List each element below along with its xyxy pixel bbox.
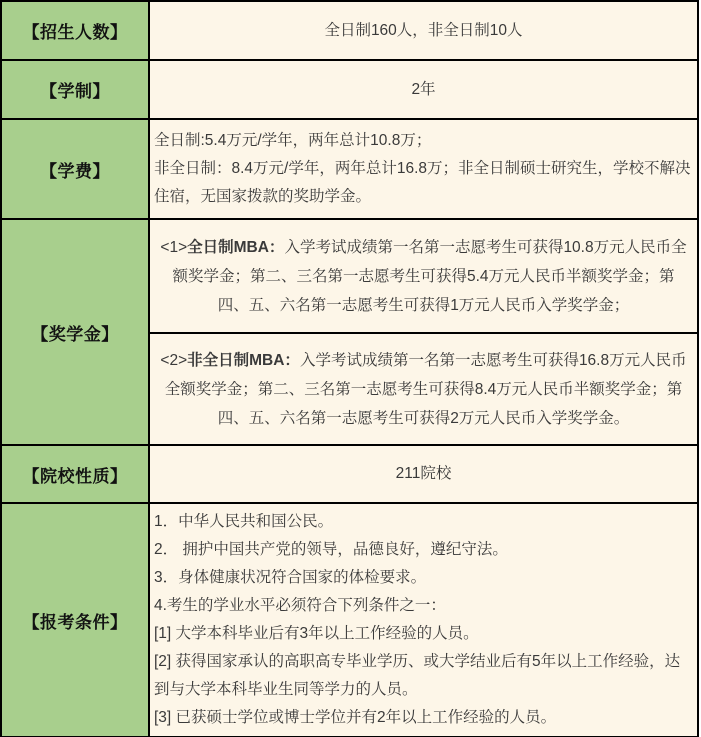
- table-row-enrollment: [1, 1, 698, 60]
- requirement-item: [2] 获得国家承认的高职高专毕业学历、或大学结业后有5年以上工作经验，达到与大学本科毕业生同等学力的人员。: [154, 653, 681, 698]
- requirement-item: [3] 已获硕士学位或博士学位并有2年以上工作经验的人员。: [154, 709, 557, 726]
- requirement-item: 3．身体健康状况符合国家的体检要求。: [154, 569, 427, 586]
- scholarship-parttime-value: [149, 333, 698, 445]
- scholarship-parttime-text: [157, 346, 690, 433]
- table-row-requirements: [1, 503, 698, 737]
- school-type-label: 【院校性质】: [1, 445, 149, 503]
- requirement-item: [1] 大学本科毕业后有3年以上工作经验的人员。: [154, 625, 479, 642]
- school-type-value: 211院校: [149, 445, 698, 503]
- tuition-line-fulltime: 全日制:5.4万元/学年，两年总计10.8万；: [154, 132, 432, 149]
- tuition-label: 【学费】: [1, 119, 149, 219]
- tuition-value: [149, 119, 698, 219]
- requirement-item: 4.考生的学业水平必须符合下列条件之一：: [154, 597, 446, 614]
- table-row-scholarship-fulltime: [1, 219, 698, 333]
- requirements-value: [149, 503, 698, 737]
- scholarship-fulltime-body: 入学考试成绩第一名第一志愿考生可获得10.8万元人民币全额奖学金；第二、三名第一志愿考生可获得5.4万元人民币半额奖学金；第四、五、六名第一志愿考生可获得1万元人民币入学奖学金；: [172, 238, 687, 314]
- enrollment-value: 全日制160人，非全日制10人: [149, 1, 698, 60]
- duration-value: 2年: [149, 60, 698, 119]
- tuition-line-parttime: 非全日制：8.4万元/学年，两年总计16.8万；非全日制硕士研究生，学校不解决住宿，无国家拨款的奖助学金。: [154, 160, 691, 205]
- table-row-duration: [1, 60, 698, 119]
- table-row-tuition: [1, 119, 698, 219]
- scholarship-parttime-heading: 非全日制MBA：: [187, 351, 300, 369]
- duration-label: 【学制】: [1, 60, 149, 119]
- enrollment-label: 【招生人数】: [1, 1, 149, 60]
- scholarship-label: 【奖学金】: [1, 219, 149, 445]
- scholarship-fulltime-marker: <1>: [160, 238, 188, 256]
- scholarship-fulltime-heading: 全日制MBA：: [187, 238, 285, 256]
- requirement-item: 1．中华人民共和国公民。: [154, 513, 334, 530]
- scholarship-fulltime-text: [157, 233, 690, 320]
- table-row-school-type: [1, 445, 698, 503]
- requirement-item: 2． 拥护中国共产党的领导，品德良好，遵纪守法。: [154, 541, 508, 558]
- scholarship-fulltime-value: [149, 219, 698, 333]
- requirements-label: 【报考条件】: [1, 503, 149, 737]
- scholarship-parttime-body: 入学考试成绩第一名第一志愿考生可获得16.8万元人民币全额奖学金；第二、三名第一志愿考生可获得8.4万元人民币半额奖学金；第四、五、六名第一志愿考生可获得2万元人民币入学奖学金。: [164, 351, 687, 427]
- scholarship-parttime-marker: <2>: [160, 351, 188, 369]
